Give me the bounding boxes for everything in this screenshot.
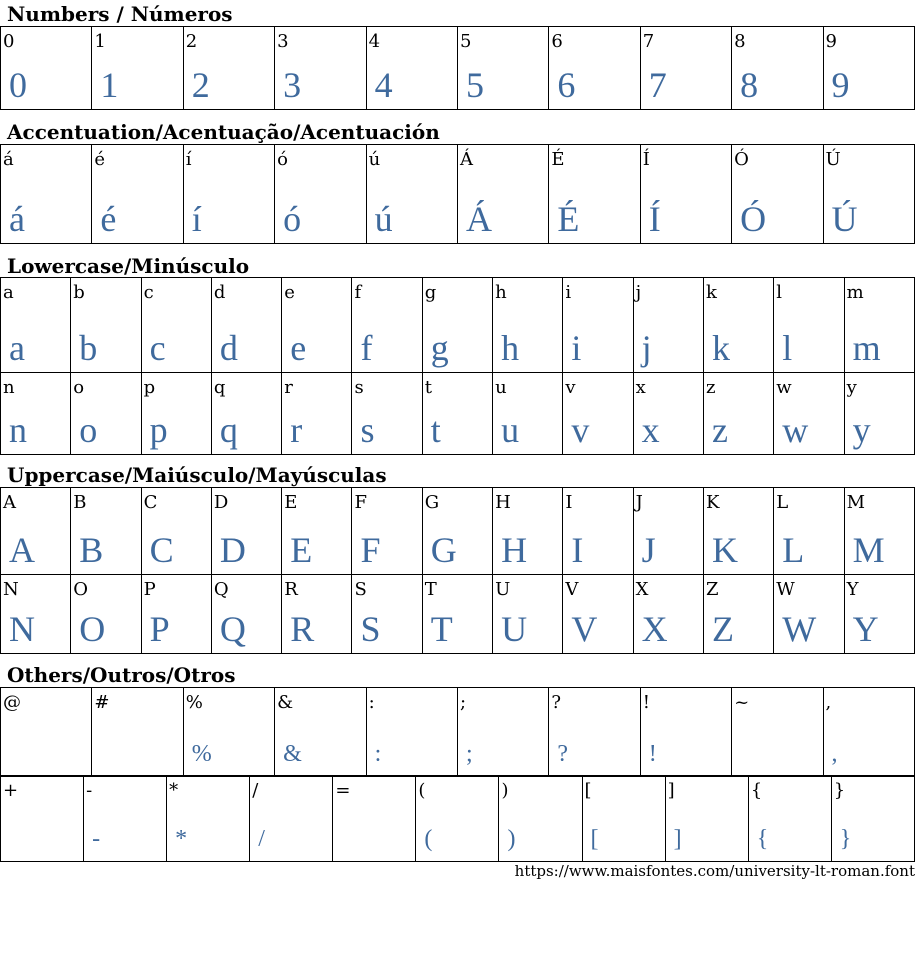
glyph-preview: w [782, 410, 809, 450]
char-label: ú [368, 149, 381, 170]
char-label: i [565, 282, 572, 303]
glyph-cell [71, 575, 141, 654]
glyph-cell [844, 278, 914, 373]
numbers-grid [0, 26, 915, 110]
glyph-preview: D [219, 530, 246, 570]
char-label: F [354, 492, 367, 513]
glyph-preview: ? [557, 741, 568, 767]
glyph-cell [563, 488, 633, 575]
glyph-preview: ó [283, 199, 302, 239]
glyph-preview: 0 [9, 65, 27, 105]
char-label: k [705, 282, 717, 303]
uppercase-title: Uppercase/Maiúsculo/Mayúsculas [7, 463, 387, 487]
glyph-preview: í [191, 199, 202, 239]
glyph-preview: : [374, 741, 382, 767]
glyph-row [1, 575, 915, 654]
glyph-row [1, 278, 915, 373]
glyph-cell [633, 488, 703, 575]
glyph-cell [282, 488, 352, 575]
char-label: 8 [734, 31, 746, 52]
glyph-preview: ! [648, 741, 657, 767]
char-label: h [495, 282, 507, 303]
glyph-preview: * [175, 826, 188, 852]
glyph-cell [141, 373, 211, 455]
glyph-preview: 4 [374, 65, 393, 105]
glyph-cell [703, 488, 773, 575]
char-label: ! [642, 692, 650, 713]
others-grid-2 [0, 775, 915, 862]
char-label: @ [3, 692, 21, 713]
glyph-cell [275, 27, 366, 110]
glyph-preview: & [283, 741, 302, 767]
char-label: j [635, 282, 642, 303]
glyph-cell [352, 575, 422, 654]
char-label: Z [705, 579, 719, 600]
glyph-preview: Í [648, 199, 661, 239]
lowercase-title: Lowercase/Minúsculo [7, 254, 250, 278]
glyph-preview: c [149, 328, 166, 368]
glyph-cell [640, 688, 731, 777]
char-label: V [565, 579, 579, 600]
char-label: G [424, 492, 440, 513]
glyph-row [1, 776, 915, 862]
char-label: J [635, 492, 643, 513]
glyph-preview: e [290, 328, 307, 368]
glyph-preview: - [92, 826, 101, 852]
glyph-preview: R [290, 609, 315, 649]
glyph-row [1, 688, 915, 777]
glyph-preview: o [79, 410, 98, 450]
char-label: m [846, 282, 864, 303]
glyph-preview: p [149, 410, 168, 450]
uppercase-grid [0, 487, 915, 654]
char-label: X [635, 579, 649, 600]
glyph-cell [493, 373, 563, 455]
glyph-cell [844, 373, 914, 455]
char-label: ? [551, 692, 561, 713]
char-label: z [705, 377, 716, 398]
glyph-cell [422, 488, 492, 575]
char-label: } [833, 780, 846, 801]
glyph-cell [422, 373, 492, 455]
char-label: - [86, 780, 93, 801]
char-label: c [143, 282, 154, 303]
char-label: x [635, 377, 646, 398]
glyph-cell [633, 278, 703, 373]
char-label: M [846, 492, 865, 513]
char-label: 3 [277, 31, 289, 52]
glyph-cell [457, 688, 548, 777]
glyph-cell [499, 776, 582, 862]
glyph-preview: z [711, 410, 728, 450]
glyph-preview: M [852, 530, 885, 570]
others-title: Others/Outros/Otros [7, 663, 236, 687]
glyph-preview: I [571, 530, 584, 570]
char-label: 5 [459, 31, 472, 52]
char-label: O [73, 579, 89, 600]
char-label: 2 [185, 31, 198, 52]
glyph-preview: n [9, 410, 27, 450]
glyph-preview: / [258, 826, 265, 852]
glyph-cell [1, 27, 92, 110]
glyph-cell [493, 488, 563, 575]
char-label: v [565, 377, 576, 398]
glyph-preview: v [571, 410, 590, 450]
glyph-preview: 9 [831, 65, 850, 105]
char-label: P [143, 579, 156, 600]
glyph-preview: [ [590, 826, 599, 852]
char-label: ( [418, 780, 426, 801]
glyph-cell [416, 776, 499, 862]
glyph-preview: S [360, 609, 381, 649]
glyph-preview: Ú [831, 199, 858, 239]
glyph-preview: j [641, 328, 652, 368]
char-label: I [565, 492, 573, 513]
glyph-preview: h [501, 328, 520, 368]
glyph-cell [1, 145, 92, 244]
glyph-cell [275, 688, 366, 777]
glyph-cell [1, 575, 71, 654]
glyph-preview: 3 [283, 65, 302, 105]
char-label: [ [584, 780, 592, 801]
glyph-preview: Y [852, 609, 879, 649]
glyph-preview: U [501, 609, 528, 649]
glyph-preview: E [290, 530, 313, 570]
char-label: e [284, 282, 295, 303]
glyph-cell [71, 278, 141, 373]
glyph-preview: V [571, 609, 598, 649]
char-label: ; [459, 692, 467, 713]
char-label: Í [642, 149, 650, 170]
glyph-cell [250, 776, 333, 862]
char-label: 6 [551, 31, 563, 52]
glyph-preview: W [782, 609, 817, 649]
glyph-preview: ( [424, 826, 433, 852]
glyph-cell [640, 145, 731, 244]
glyph-preview: ) [507, 826, 516, 852]
char-label: n [3, 377, 15, 398]
glyph-cell [823, 27, 914, 110]
char-label: 0 [3, 31, 15, 52]
char-label: E [284, 492, 298, 513]
glyph-cell [92, 145, 183, 244]
glyph-preview: Q [219, 609, 246, 649]
glyph-preview: r [290, 410, 303, 450]
glyph-preview: t [430, 410, 441, 450]
glyph-preview: X [641, 609, 668, 649]
char-label: í [185, 149, 192, 170]
glyph-cell [282, 278, 352, 373]
glyph-cell [422, 278, 492, 373]
char-label: 4 [368, 31, 381, 52]
glyph-preview: { [756, 826, 769, 852]
glyph-preview: N [9, 609, 35, 649]
glyph-cell [457, 145, 548, 244]
glyph-cell [774, 488, 844, 575]
lowercase-grid [0, 277, 915, 455]
glyph-preview: á [9, 199, 25, 239]
glyph-preview: O [79, 609, 106, 649]
char-label: { [750, 780, 763, 801]
glyph-preview: K [711, 530, 738, 570]
char-label: d [213, 282, 226, 303]
char-label: T [424, 579, 437, 600]
char-label: B [73, 492, 87, 513]
char-label: ~ [734, 692, 750, 713]
glyph-preview: ; [465, 741, 473, 767]
glyph-cell [665, 776, 748, 862]
char-label: é [94, 149, 106, 170]
glyph-preview: H [501, 530, 528, 570]
glyph-cell [703, 278, 773, 373]
glyph-cell [275, 145, 366, 244]
glyph-cell [774, 575, 844, 654]
glyph-preview: f [360, 328, 373, 368]
char-label: = [335, 780, 351, 801]
char-label: Á [459, 149, 473, 170]
glyph-preview: ú [374, 199, 393, 239]
glyph-row [1, 145, 915, 244]
char-label: ] [667, 780, 675, 801]
glyph-preview: , [831, 741, 838, 767]
glyph-preview: L [782, 530, 805, 570]
glyph-cell [282, 373, 352, 455]
glyph-cell [582, 776, 665, 862]
char-label: * [169, 780, 179, 801]
char-label: % [185, 692, 203, 713]
char-label: S [354, 579, 367, 600]
glyph-cell [823, 145, 914, 244]
glyph-preview: 5 [465, 65, 484, 105]
char-label: C [143, 492, 158, 513]
char-label: U [495, 579, 511, 600]
glyph-preview: s [360, 410, 375, 450]
glyph-cell [352, 488, 422, 575]
glyph-cell [844, 488, 914, 575]
glyph-cell [732, 688, 823, 777]
char-label: É [551, 149, 565, 170]
glyph-row [1, 488, 915, 575]
glyph-preview: u [501, 410, 520, 450]
char-label: W [776, 579, 795, 600]
char-label: l [776, 282, 783, 303]
char-label: Y [846, 579, 859, 600]
glyph-cell [732, 145, 823, 244]
glyph-preview: Á [465, 199, 492, 239]
glyph-cell [211, 488, 281, 575]
char-label: a [3, 282, 14, 303]
char-label: K [705, 492, 720, 513]
glyph-cell [282, 575, 352, 654]
glyph-cell [183, 27, 274, 110]
glyph-preview: Z [711, 609, 734, 649]
char-label: y [846, 377, 857, 398]
glyph-preview: m [852, 328, 881, 368]
glyph-cell [141, 488, 211, 575]
char-label: # [94, 692, 110, 713]
glyph-cell [1, 278, 71, 373]
glyph-row [1, 373, 915, 455]
glyph-cell [141, 575, 211, 654]
char-label: H [495, 492, 511, 513]
glyph-cell [549, 145, 640, 244]
char-label: s [354, 377, 364, 398]
glyph-cell [563, 278, 633, 373]
glyph-cell [92, 27, 183, 110]
char-label: r [284, 377, 293, 398]
glyph-preview: k [711, 328, 730, 368]
glyph-preview: g [430, 328, 449, 368]
char-label: + [3, 780, 19, 801]
glyph-preview: J [641, 530, 656, 570]
char-label: u [495, 377, 507, 398]
numbers-title: Numbers / Números [7, 2, 233, 26]
glyph-cell [1, 373, 71, 455]
char-label: á [3, 149, 14, 170]
glyph-preview: 8 [740, 65, 759, 105]
glyph-cell [167, 776, 250, 862]
others-grid-1 [0, 687, 915, 777]
accents-grid [0, 144, 915, 244]
glyph-preview: C [149, 530, 174, 570]
glyph-preview: l [782, 328, 793, 368]
char-label: D [213, 492, 229, 513]
glyph-preview: ] [673, 826, 682, 852]
glyph-cell [732, 27, 823, 110]
glyph-preview: % [191, 741, 212, 767]
glyph-preview: i [571, 328, 582, 368]
glyph-preview: é [100, 199, 117, 239]
char-label: ) [501, 780, 509, 801]
char-label: Ú [825, 149, 841, 170]
char-label: / [252, 780, 259, 801]
char-label: ó [277, 149, 289, 170]
glyph-preview: } [839, 826, 852, 852]
glyph-cell [211, 373, 281, 455]
glyph-preview: É [557, 199, 580, 239]
glyph-cell [640, 27, 731, 110]
glyph-cell [211, 575, 281, 654]
glyph-preview: F [360, 530, 381, 570]
glyph-cell [141, 278, 211, 373]
glyph-preview: q [219, 410, 238, 450]
accents-title: Accentuation/Acentuação/Acentuación [7, 120, 440, 144]
glyph-cell [183, 688, 274, 777]
char-label: Q [213, 579, 229, 600]
glyph-cell [549, 27, 640, 110]
glyph-cell [633, 575, 703, 654]
glyph-cell [92, 688, 183, 777]
glyph-preview: B [79, 530, 104, 570]
glyph-cell [1, 688, 92, 777]
glyph-cell [774, 278, 844, 373]
char-label: q [213, 377, 226, 398]
char-label: o [73, 377, 85, 398]
char-label: b [73, 282, 85, 303]
glyph-cell [563, 373, 633, 455]
char-label: : [368, 692, 375, 713]
glyph-preview: T [430, 609, 453, 649]
glyph-preview: 6 [557, 65, 576, 105]
char-label: g [424, 282, 437, 303]
glyph-cell [352, 278, 422, 373]
glyph-row [1, 27, 915, 110]
glyph-cell [71, 488, 141, 575]
char-label: A [3, 492, 16, 513]
glyph-cell [352, 373, 422, 455]
glyph-preview: x [641, 410, 660, 450]
glyph-cell [774, 373, 844, 455]
char-label: 9 [825, 31, 837, 52]
glyph-cell [703, 575, 773, 654]
char-label: 1 [94, 31, 106, 52]
glyph-preview: G [430, 530, 457, 570]
glyph-cell [457, 27, 548, 110]
glyph-cell [366, 27, 457, 110]
glyph-cell [633, 373, 703, 455]
glyph-preview: 1 [100, 65, 119, 105]
char-label: f [354, 282, 362, 303]
glyph-cell [84, 776, 167, 862]
char-label: w [776, 377, 792, 398]
glyph-cell [211, 278, 281, 373]
char-label: Ó [734, 149, 749, 170]
glyph-preview: 2 [191, 65, 210, 105]
glyph-cell [366, 688, 457, 777]
char-label: , [825, 692, 832, 713]
glyph-cell [366, 145, 457, 244]
glyph-cell [703, 373, 773, 455]
char-label: p [143, 377, 156, 398]
glyph-preview: a [9, 328, 25, 368]
source-url[interactable]: https://www.maisfontes.com/university-lt-roman.font [514, 862, 915, 880]
char-label: R [284, 579, 298, 600]
glyph-cell [493, 575, 563, 654]
glyph-cell [1, 776, 84, 862]
glyph-cell [493, 278, 563, 373]
char-label: t [424, 377, 433, 398]
glyph-preview: A [9, 530, 35, 570]
char-label: & [277, 692, 294, 713]
glyph-cell [563, 575, 633, 654]
glyph-cell [831, 776, 914, 862]
glyph-preview: Ó [740, 199, 767, 239]
glyph-cell [844, 575, 914, 654]
glyph-preview: y [852, 410, 871, 450]
char-label: 7 [642, 31, 655, 52]
glyph-preview: b [79, 328, 98, 368]
glyph-cell [422, 575, 492, 654]
glyph-cell [823, 688, 914, 777]
glyph-cell [71, 373, 141, 455]
glyph-preview: d [219, 328, 238, 368]
glyph-cell [1, 488, 71, 575]
glyph-cell [183, 145, 274, 244]
glyph-cell [549, 688, 640, 777]
glyph-preview: P [149, 609, 170, 649]
char-label: L [776, 492, 789, 513]
glyph-cell [748, 776, 831, 862]
char-label: N [3, 579, 19, 600]
glyph-cell [333, 776, 416, 862]
glyph-preview: 7 [648, 65, 667, 105]
